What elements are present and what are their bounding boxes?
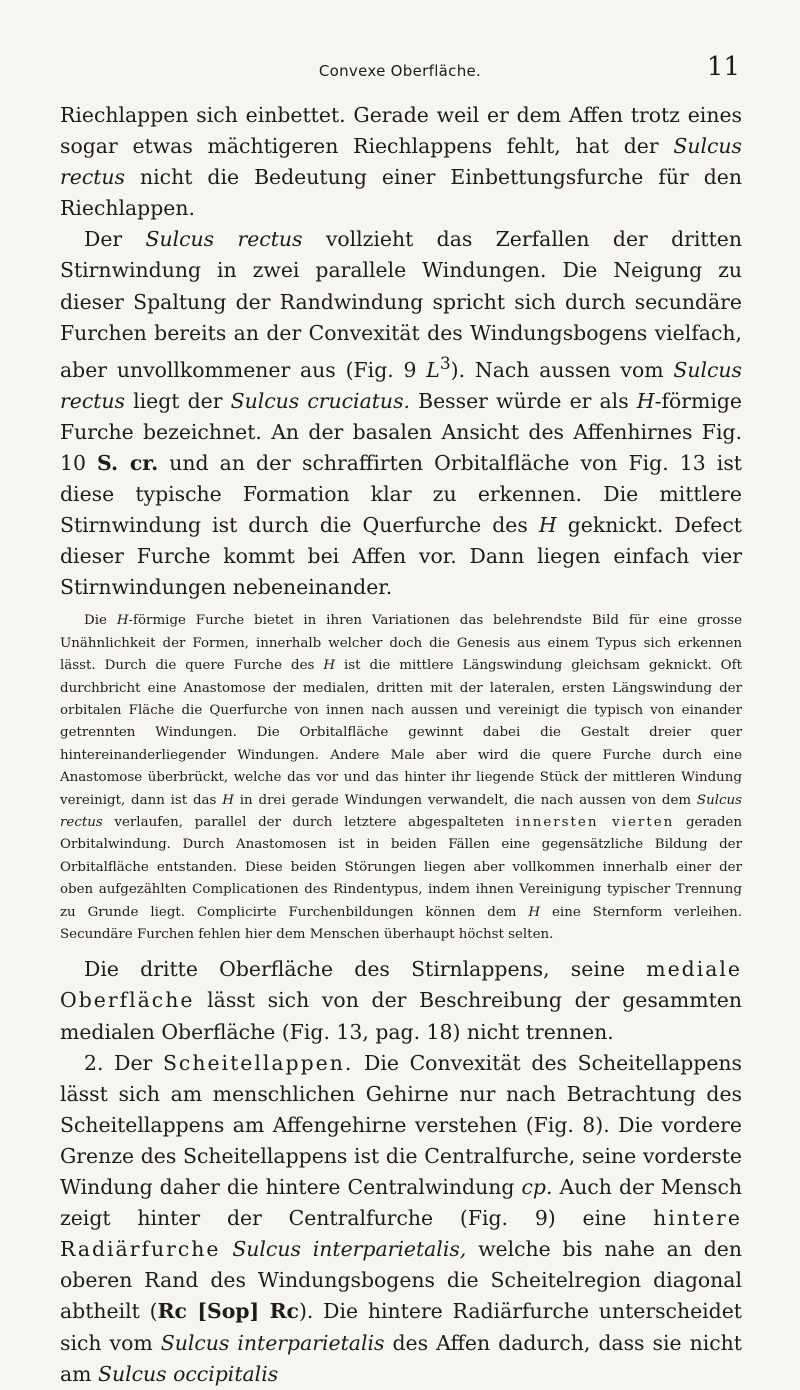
letter: H [528, 904, 541, 920]
text: und an der schraffirten Orbitalfläche von Fig. 13 ist diese typische Formation klar zu erkennen. Die mittlere Stirnwindung ist durch die Querfurche des [60, 450, 742, 538]
text: ). Die hintere Radiärfurche unterscheidet sich vom [60, 1299, 742, 1355]
text: 2. Der [84, 1050, 163, 1075]
spaced-text: mediale Oberfläche [60, 957, 742, 1013]
spaced-text: hintere Radiärfurche [60, 1206, 742, 1262]
text: Besser würde er als [410, 388, 637, 413]
text: liegt der [125, 388, 231, 413]
label-superscript: 3 [439, 353, 451, 374]
text: -förmige Furche bezeichnet. An der basalen Ansicht des Affenhirnes Fig. 10 [60, 388, 742, 475]
term: Sulcus interparietalis, [232, 1237, 467, 1262]
text: Der [84, 227, 146, 252]
text: Die dritte Oberfläche des Stirnlappens, seine [84, 957, 647, 982]
text: eine Sternform verleihen. Secundäre Furchen fehlen hier dem Menschen überhaupt höchst selten. [60, 904, 742, 942]
letter: H [116, 613, 129, 629]
text: in drei gerade Windungen verwandelt, die nach aussen von dem [233, 792, 697, 808]
text: -förmige Furche bietet in ihren Variationen das belehrendste Bild für eine grosse Unähnlichkeit der Formen, innerhalb welcher doch die Genesis aus einem Typus sich erkennen lässt. Durch die quere Furche des [60, 613, 743, 674]
term: Sulcus rectus [60, 792, 742, 830]
label: L [426, 357, 440, 382]
page-body [60, 100, 742, 1390]
text [221, 1237, 233, 1261]
letter: H [538, 513, 557, 538]
page-number: 11 [706, 52, 740, 82]
running-title: Convexe Oberfläche. [318, 62, 482, 80]
text: Die Convexität des Scheitellappens lässt sich am menschlichen Gehirne nur nach Betrachtung des Scheitellappens am Affengehirne verstehen (Fig. 8). Die vordere Grenze des Scheitellappens ist die Centralfurche, seine vorderste Windung daher die hintere Centralwindung [60, 1050, 742, 1200]
text: Riechlappen sich einbettet. Gerade weil er dem Affen trotz eines sogar etwas mächtigeren Riechlappens fehlt, hat der [60, 103, 742, 159]
fraktur-label: S. cr. [97, 450, 159, 475]
letter: H [222, 792, 234, 808]
text: ). Nach aussen vom [450, 357, 674, 382]
paragraph-4 [60, 1048, 742, 1390]
paragraph-3 [60, 954, 742, 1047]
letter: H [636, 388, 655, 413]
term: Sulcus rectus [145, 227, 303, 252]
text: Die [84, 613, 117, 629]
text: geknickt. Defect dieser Furche kommt bei Affen vor. Dann liegen einfach vier Stirnwindungen nebeneinander. [60, 513, 742, 600]
paragraph-2 [60, 224, 742, 603]
spaced-text: innersten vierten [515, 814, 675, 830]
term: Sulcus cruciatus. [230, 388, 411, 413]
term: Sulcus rectus [60, 134, 742, 190]
label: cp. [521, 1175, 553, 1200]
text: des Affen dadurch, dass sie nicht am [60, 1330, 742, 1386]
term: Sulcus occipitalis [97, 1361, 279, 1386]
term: Sulcus interparietalis [160, 1330, 385, 1355]
letter: H [323, 658, 336, 674]
text: lässt sich von der Beschreibung der gesammten medialen Oberfläche (Fig. 13, pag. 18) nicht trennen. [60, 988, 742, 1044]
page-header [60, 52, 740, 82]
section-heading: Scheitellappen. [162, 1050, 354, 1075]
text: Auch der Mensch zeigt hinter der Centralfurche (Fig. 9) eine [60, 1175, 742, 1231]
text: ist die mittlere Längswindung gleichsam geknickt. Oft durchbricht eine Anastomose der medialen, dritten mit der lateralen, ersten Längswindung der orbitalen Fläche die Querfurche von innen nach aussen und vereinigt die typisch von einander getrennten Windungen. Die Orbitalfläche gewinnt dabei die Gestalt dreier quer hintereinanderliegender Windungen. Andere Male aber wird die quere Furche durch eine Anastomose überbrückt, welche das vor und das hinter ihr liegende Stück der mittleren Windung vereinigt, dann ist das [60, 658, 742, 808]
text: vollzieht das Zerfallen der dritten Stirnwindung in zwei parallele Windungen. Die Neigung zu dieser Spaltung der Randwindung spricht sich durch secundäre Furchen bereits an der Convexität des Windungsbogens vielfach, aber unvollkommener aus (Fig. 9 [60, 227, 742, 382]
fraktur-label: Rc [Sop] Rc [157, 1299, 299, 1324]
text: welche bis nahe an den oberen Rand des Windungsbogens die Scheitelregion diagonal abtheilt ( [60, 1237, 742, 1324]
text: verlaufen, parallel der durch letztere abgespalteten [102, 814, 516, 830]
small-print-note [60, 610, 742, 946]
text: nicht die Bedeutung einer Einbettungsfurche für den Riechlappen. [60, 165, 742, 221]
paragraph-1 [60, 100, 742, 224]
text: geraden Orbitalwindung. Durch Anastomosen ist in beiden Fällen eine gegensätzliche Bildung der Orbitalfläche entstanden. Diese beiden Störungen liegen aber vollkommen innerhalb einer der oben aufgezählten Complicationen des Rindentypus, indem ihnen Vereinigung typischer Trennung zu Grunde liegt. Complicirte Furchenbildungen können dem [60, 814, 742, 920]
term: Sulcus rectus [60, 357, 742, 413]
